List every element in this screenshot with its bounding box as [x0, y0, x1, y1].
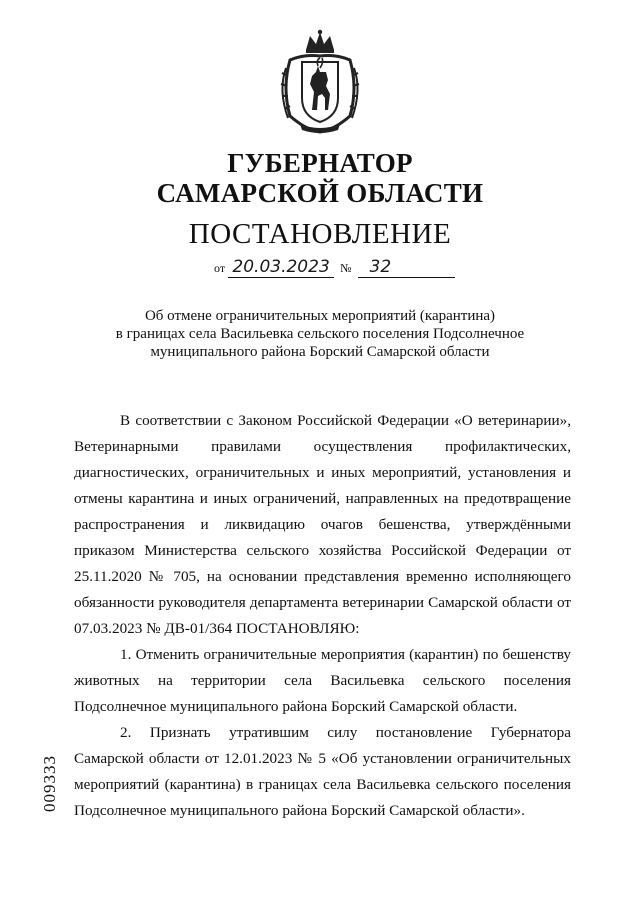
body-paragraph: 2. Признать утратившим силу постановление Губернатора Самарской области от 12.01.2023 № 5 «Об установлении ограничительных мероприятий (карантина) в границах села Васильевка сельского поселения Подсолнечное муниципального района Борский Самарской области». [74, 724, 571, 819]
date-prefix: от [214, 261, 226, 275]
subject-line: в границах села Васильевка сельского поселения Подсолнечное [115, 326, 525, 342]
document-body [74, 408, 571, 824]
body-paragraph: 1. Отменить ограничительные мероприятия (карантин) по бешенству животных на территории села Васильевка сельского поселения Подсолнечное муниципального района Борский Самарской области. [74, 646, 571, 715]
document-date: 20.03.2023 [228, 258, 334, 278]
registration-stamp [40, 750, 60, 810]
subject-line: Об отмене ограничительных мероприятий (карантина) [144, 308, 496, 324]
document-number: 32 [358, 258, 455, 278]
date-number-line [214, 258, 455, 278]
samara-coat-of-arms-icon [276, 28, 364, 136]
document-type: ПОСТАНОВЛЕНИЕ [188, 218, 452, 250]
body-paragraph: В соответствии с Законом Российской Федерации «О ветеринарии», Ветеринарными правилами осуществления профилактических, диагностических, ограничительных и иных мероприятий, установления и отмены карантина и иных ограничений, направленных на предотвращение распространения и ликвидацию очагов бешенства, утверждёнными приказом Министерства сельского хозяйства Российской Федерации от 25.11.2020 № 705, на основании представления временно исполняющего обязанности руководителя департамента ветеринарии Самарской области от 07.03.2023 № ДВ-01/364 ПОСТАНОВЛЯЮ: [74, 412, 571, 637]
document-subject [60, 307, 580, 361]
stamp-number: 009333 [40, 755, 59, 812]
org-title-line1: ГУБЕРНАТОР [227, 148, 413, 178]
org-title-line2: САМАРСКОЙ ОБЛАСТИ [156, 178, 484, 208]
subject-line: муниципального района Борский Самарской области [150, 344, 490, 360]
number-label: № [340, 261, 352, 275]
